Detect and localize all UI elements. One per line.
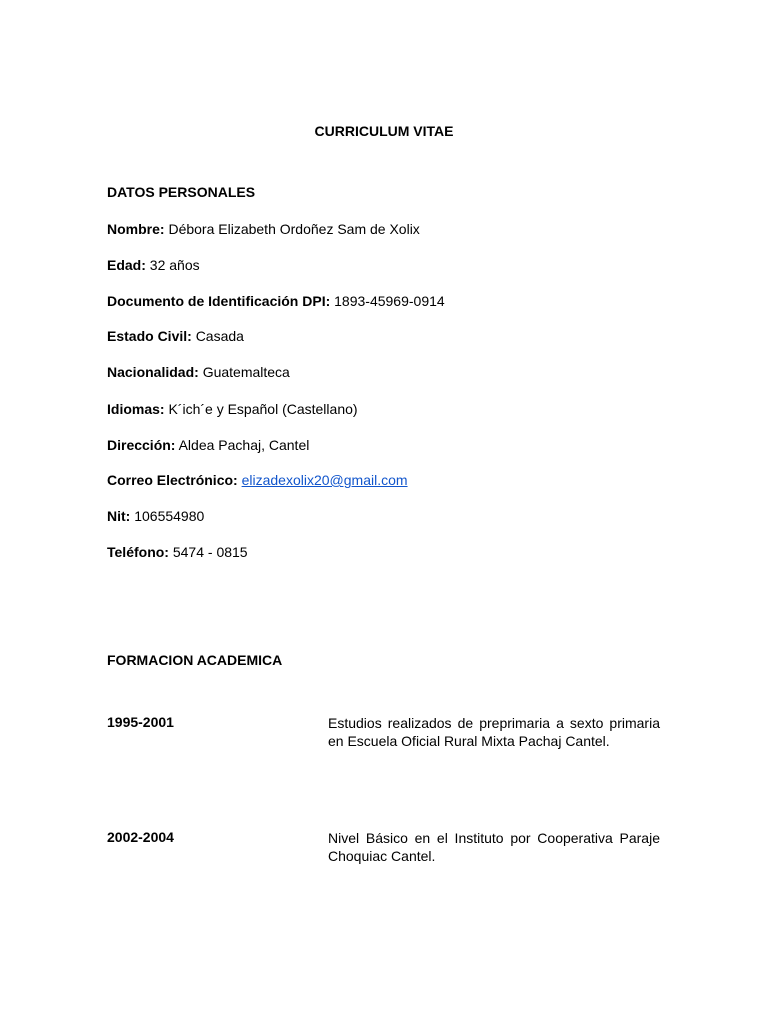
field-marital-status: [107, 328, 244, 344]
education-description: Nivel Básico en el Instituto por Cooperativa Paraje Choquiac Cantel.: [328, 830, 660, 864]
field-label: Estado Civil:: [107, 328, 192, 344]
field-name: [107, 221, 420, 237]
field-label: Idiomas:: [107, 401, 165, 417]
field-value: Casada: [195, 328, 244, 344]
field-label: Edad:: [107, 257, 146, 273]
field-label: Documento de Identificación DPI:: [107, 293, 331, 309]
field-value: 5474 - 0815: [172, 544, 248, 560]
field-value: 32 años: [149, 257, 200, 273]
field-label: Nit:: [107, 508, 131, 524]
personal-data-heading: DATOS PERSONALES: [107, 184, 256, 200]
field-age: [107, 257, 200, 273]
field-nationality: [107, 364, 290, 380]
education-heading: FORMACION ACADEMICA: [107, 652, 283, 668]
field-languages: [107, 401, 358, 417]
field-dpi: [107, 293, 445, 309]
education-description: Estudios realizados de preprimaria a sexto primaria en Escuela Oficial Rural Mixta Pachaj Cantel.: [328, 715, 660, 749]
field-value: 1893-45969-0914: [334, 293, 445, 309]
field-label: Nombre:: [107, 221, 165, 237]
field-phone: [107, 544, 248, 560]
document-title: CURRICULUM VITAE: [314, 123, 454, 139]
field-label: Correo Electrónico:: [107, 472, 238, 488]
field-label: Nacionalidad:: [107, 364, 199, 380]
education-years: 1995-2001: [107, 714, 174, 730]
field-label: Teléfono:: [107, 544, 169, 560]
field-nit: [107, 508, 204, 524]
field-email: [107, 472, 408, 488]
field-address: [107, 437, 309, 453]
field-value: Aldea Pachaj, Cantel: [178, 437, 310, 453]
field-value: Débora Elizabeth Ordoñez Sam de Xolix: [168, 221, 420, 237]
email-link[interactable]: elizadexolix20@gmail.com: [241, 472, 408, 488]
field-value: Guatemalteca: [202, 364, 290, 380]
field-label: Dirección:: [107, 437, 176, 453]
field-value: 106554980: [134, 508, 205, 524]
education-years: 2002-2004: [107, 829, 174, 845]
field-value: K´ich´e y Español (Castellano): [168, 401, 358, 417]
